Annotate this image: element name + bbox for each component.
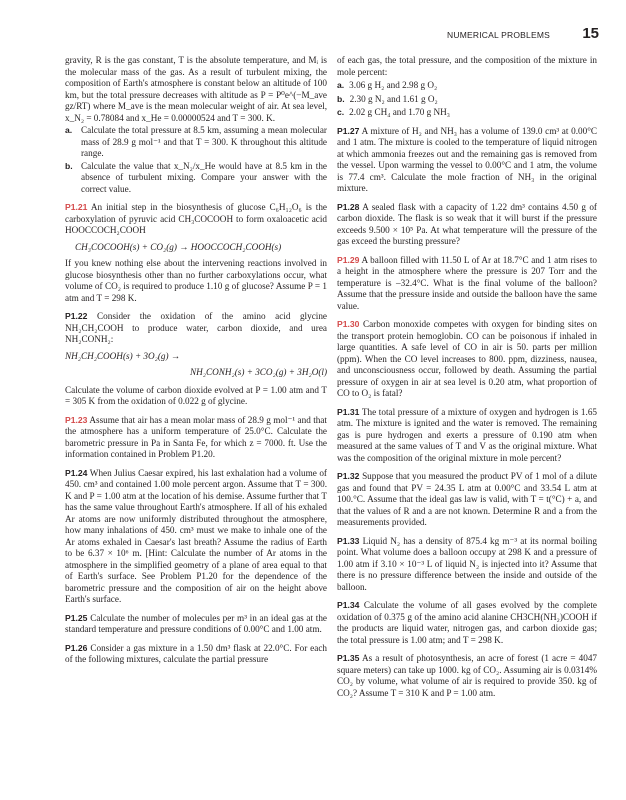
problem-text: Calculate the number of molecules per m³ in an ideal gas at the standard temperature and pressure conditions of 0.00°C and 1.00 atm. <box>65 612 327 634</box>
problem-text: Consider a gas mixture in a 1.50 dm³ flask at 22.0°C. For each of the following mixtures, calculate the partial pressure <box>65 642 328 664</box>
right-column <box>337 55 597 699</box>
running-header: NUMERICAL PROBLEMS <box>447 30 550 40</box>
problem-number: P1.32 <box>337 471 360 481</box>
problem-p127 <box>337 126 597 195</box>
problem-text: A sealed flask with a capacity of 1.22 dm³ contains 4.50 g of carbon dioxide. The flask is so weak that it will burst if the pressure exceeds 9.500 × 10⁵ Pa. At what temperature will the pressure of the gas exceed the bursting pressure? <box>337 201 597 246</box>
p122-equation-line1: NH₂CH₂COOH(s) + 3O₂(g) → <box>65 350 181 361</box>
problem-number: P1.28 <box>337 201 360 212</box>
p122-question: Calculate the volume of carbon dioxide evolved at P = 1.00 atm and T = 305 K from the oxidation of 0.022 g of glycine. <box>65 384 327 406</box>
option-text: 2.02 g CH₄ and 1.70 g NH₃ <box>349 107 451 117</box>
problem-p124 <box>65 468 327 606</box>
problem-p126 <box>65 643 327 666</box>
p120-part-a <box>65 125 327 160</box>
page-number: 15 <box>582 25 599 42</box>
option-label: b. <box>337 93 345 104</box>
problem-text: Calculate the volume of all gases evolved by the complete oxidation of 0.375 g of the amino acid alanine CH3CH(NH₂)COOH if the products are liquid water, nitrogen gas, and carbon dioxide gas; the total pressure is 1.00 atm; and T = 298 K. <box>337 600 597 645</box>
problem-number: P1.21 <box>65 202 88 212</box>
problem-text: As a result of photosynthesis, an acre of forest (1 acre = 4047 square meters) can take up 1000. kg of CO₂. Assuming air is 0.0314% CO₂ by volume, what volume of air is required to provide 350. kg of CO₂? Assume T = 310 K and P = 1.00 atm. <box>337 653 598 698</box>
option-text: 2.30 g N₂ and 1.61 g O₂ <box>349 93 438 104</box>
problem-number: P1.26 <box>65 642 88 653</box>
problem-p133 <box>337 536 597 594</box>
problem-number: P1.29 <box>337 254 360 265</box>
problem-p131 <box>337 407 597 465</box>
problem-text: When Julius Caesar expired, his last exhalation had a volume of 450. cm³ and contained 1.00 mole percent argon. Assume that T = 300. K and P = 1.00 atm at the location of his demise. Assume further that T has the same value throughout Earth's atmosphere. If all of his exhaled Ar atoms are now uniformly distributed throughout the atmosphere, how many inhalations of 450. cm³ must we make to inhale one of the Ar atoms exhaled in Caesar's last breath? Assume the radius of Earth to be 6.37 × 10⁶ m. [Hint: Calculate the number of Ar atoms in the atmosphere in the simplified geometry of a plane of area equal to that of Earth's surface. See Problem P1.20 for the dependence of the barometric pressure and the composition of air on the height above Earth's surface. <box>65 467 327 604</box>
problem-p135 <box>337 653 597 699</box>
p126-option-c <box>337 107 597 119</box>
problem-number: P1.25 <box>65 612 88 623</box>
problem-p132 <box>337 471 597 529</box>
problem-number: P1.35 <box>337 653 360 663</box>
problem-p121 <box>65 202 327 237</box>
problem-text: Liquid N₂ has a density of 875.4 kg m⁻³ at its normal boiling point. What volume does a balloon occupy at 298 K and a pressure of 1.00 atm if 3.10 × 10⁻³ L of liquid N₂ is injected into it? Assume that there is no pressure difference between the inside and outside of the balloon. <box>337 535 597 592</box>
p120-continuation: gravity, R is the gas constant, T is the absolute temperature, and Mᵢ is the molecular mass of the gas. As a result of turbulent mixing, the composition of Earth's atmosphere is constant below an altitude of 100 km, but the total pressure decreases with altitude as P = P⁰e^(−M_ave gz/RT) where M_ave is the mean molecular weight of air. At sea level, x_N₂ = 0.78084 and x_He = 0.00000524 and T = 300. K. <box>65 55 327 123</box>
problem-p128 <box>337 202 597 248</box>
problem-p122 <box>65 311 327 346</box>
problem-p123 <box>65 415 327 461</box>
problem-number: P1.27 <box>337 125 360 136</box>
part-label: a. <box>65 125 73 135</box>
part-text: Calculate the total pressure at 8.5 km, assuming a mean molecular mass of 28.9 g mol⁻¹ and that T = 300. K throughout this altitude range. <box>81 125 327 158</box>
problem-text: An initial step in the biosynthesis of glucose C₆H₁₂O₆ is the carboxylation of pyruvic acid CH₃COCOOH to form oxaloacetic acid HOOCCOCH₂COOH <box>65 202 327 235</box>
problem-p129 <box>337 255 597 313</box>
p126-option-b <box>337 94 597 106</box>
p121-equation: CH₃COCOOH(s) + CO₂(g) → HOOCCOCH₂COOH(s) <box>75 241 282 252</box>
problem-number: P1.24 <box>65 467 88 478</box>
problem-text: Consider the oxidation of the amino acid glycine NH₂CH₂COOH to produce water, carbon dioxide, and urea NH₂CONH₂: <box>65 311 327 344</box>
problem-number: P1.31 <box>337 406 360 417</box>
problem-p125 <box>65 613 327 636</box>
p126-option-a <box>337 80 597 92</box>
problem-text: The total pressure of a mixture of oxygen and hydrogen is 1.65 atm. The mixture is ignited and the water is removed. The remaining gas is pure hydrogen and exerts a pressure of 0.190 atm when measured at the same values of T and V as the original mixture. What was the composition of the original mixture in mole percent? <box>337 406 598 463</box>
problem-number: P1.33 <box>337 535 360 546</box>
problem-number: P1.30 <box>337 319 360 329</box>
left-column <box>65 55 327 666</box>
option-text: 3.06 g H₂ and 2.98 g O₂ <box>349 80 438 90</box>
problem-p130 <box>337 319 597 400</box>
problem-p134 <box>337 600 597 646</box>
problem-text: Suppose that you measured the product PV of 1 mol of a dilute gas and found that PV = 24.35 L atm at 0.00°C and 33.54 L atm at 100.°C. Assume that the ideal gas law is valid, with T = t(°C) + a, and that the values of R and a are not known. Determine R and a from the measurements provided. <box>337 471 598 527</box>
problem-text: A balloon filled with 11.50 L of Ar at 18.7°C and 1 atm rises to a height in the atmosphere where the pressure is 207 Torr and the temperature is –32.4°C. What is the final volume of the balloon? Assume that the pressure inside and outside the balloon have the same value. <box>337 254 597 311</box>
p121-question: If you knew nothing else about the intervening reactions involved in glucose biosynthesis other than no further carboxylations occur, what volume of CO₂ is required to produce 1.10 g of glucose? Assume P = 1 atm and T = 298 K. <box>65 258 327 303</box>
problem-number: P1.22 <box>65 311 88 321</box>
p120-part-b <box>65 161 327 196</box>
problem-number: P1.34 <box>337 600 360 610</box>
option-label: c. <box>337 107 345 117</box>
part-label: b. <box>65 160 73 171</box>
p126-continuation: of each gas, the total pressure, and the composition of the mixture in mole percent: <box>337 55 597 77</box>
option-label: a. <box>337 80 345 90</box>
part-text: Calculate the value that x_N₂/x_He would have at 8.5 km in the absence of turbulent mixing. Compare your answer with the correct value. <box>81 160 327 194</box>
problem-text: Carbon monoxide competes with oxygen for binding sites on the transport protein hemoglobin. CO can be poisonous if inhaled in large quantities. A safe level of CO in air is 50. parts per million (ppm). When the CO level increases to 800. ppm, dizziness, nausea, and unconsciousness occur, followed by death. Assuming the partial pressure of oxygen in air at sea level is 0.20 atm, what proportion of CO to O₂ is fatal? <box>337 319 597 398</box>
problem-text: A mixture of H₂ and NH₃ has a volume of 139.0 cm³ at 0.00°C and 1 atm. The mixture is cooled to the temperature of liquid nitrogen at which ammonia freezes out and the remaining gas is removed from the vessel. Upon warming the vessel to 0.00°C and 1 atm, the volume is 77.4 cm³. Calculate the mole fraction of NH₃ in the original mixture. <box>337 125 597 193</box>
problem-number: P1.23 <box>65 414 88 425</box>
problem-text: Assume that air has a mean molar mass of 28.9 g mol⁻¹ and that the atmosphere has a uniform temperature of 25.0°C. Calculate the barometric pressure in Pa in Santa Fe, for which z = 7000. ft. Use the information contained in Problem P1.20. <box>65 414 327 459</box>
p122-equation-line2: NH₂CONH₂(s) + 3CO₂(g) + 3H₂O(l) <box>190 367 327 377</box>
